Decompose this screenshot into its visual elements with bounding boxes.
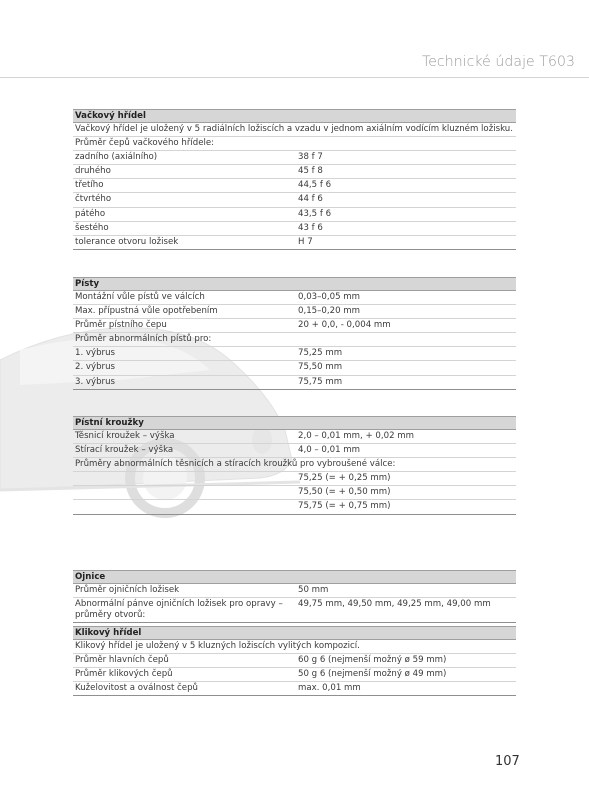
spec-value: 20 + 0,0, - 0,004 mm (298, 320, 391, 331)
spec-label: šestého (75, 222, 109, 233)
spec-row (73, 486, 516, 500)
spec-label: Těsnicí kroužek – výška (75, 431, 175, 441)
spec-value: 50 mm (298, 585, 329, 595)
spec-label: Vačkový hřídel je uložený v 5 radiálních ložiscích a vzadu v jednom axiálním vodícím kluzném ložisku. (75, 124, 513, 134)
section-title: Ojnice (73, 570, 516, 584)
spec-value: 43,5 f 6 (298, 208, 332, 219)
spec-value: 0,03–0,05 mm (298, 292, 361, 302)
section-title: Vačkový hřídel (73, 109, 516, 123)
spec-row (73, 165, 516, 179)
spec-label (73, 500, 298, 513)
spec-label: Průměr ojničních ložisek (75, 585, 180, 595)
spec-section (73, 109, 516, 250)
spec-label: tolerance otvoru ložisek (75, 236, 179, 247)
section-title: Pístní kroužky (73, 416, 516, 430)
spec-row (73, 598, 516, 622)
spec-value: 45 f 8 (298, 166, 323, 177)
spec-value: 44,5 f 6 (298, 180, 332, 191)
spec-label: 3. výbrus (75, 376, 116, 387)
spec-label: třetího (75, 180, 104, 191)
spec-value: 50 g 6 (nejmenší možný ø 49 mm) (298, 669, 447, 680)
spec-row (73, 236, 516, 249)
spec-row (73, 640, 516, 654)
spec-label: Průměr hlavních čepů (75, 655, 169, 666)
spec-label: Max. přípustná vůle opotřebením (75, 306, 218, 317)
spec-label: Průměr abnormálních pístů pro: (75, 334, 212, 345)
page-number: 107 (495, 754, 520, 769)
spec-row (73, 137, 516, 151)
spec-row (73, 444, 516, 458)
spec-label: Klikový hřídel je uložený v 5 kluzných ložiscích vylitých kompozicí. (75, 641, 360, 651)
section-title: Písty (73, 277, 516, 291)
spec-label: pátého (75, 208, 106, 219)
spec-section (73, 277, 516, 390)
running-head: Technické údaje T603 (421, 54, 575, 70)
spec-label: Abnormální pánve ojničních ložisek pro opravy – průměry otvorů: (75, 599, 283, 621)
spec-section (73, 570, 516, 623)
spec-value: 60 g 6 (nejmenší možný ø 59 mm) (298, 655, 447, 666)
spec-label: čtvrtého (75, 194, 112, 205)
spec-row (73, 668, 516, 682)
spec-row (73, 347, 516, 361)
spec-label: zadního (axiálního) (75, 152, 158, 163)
spec-label: 1. výbrus (75, 348, 116, 359)
spec-row (73, 151, 516, 165)
spec-row (73, 179, 516, 193)
spec-value: 44 f 6 (298, 194, 323, 205)
spec-row (73, 193, 516, 207)
spec-label: Průměry abnormálních těsnicích a stíracích kroužků pro vybroušené válce: (75, 459, 396, 470)
spec-row (73, 319, 516, 333)
spec-label: Montážní vůle pístů ve válcích (75, 292, 205, 302)
spec-section (73, 626, 516, 696)
spec-value: 49,75 mm, 49,50 mm, 49,25 mm, 49,00 mm (298, 599, 491, 610)
spec-value: 75,75 (= + 0,75 mm) (298, 501, 391, 512)
header-rule (0, 77, 589, 78)
spec-value: 75,50 (= + 0,50 mm) (298, 487, 391, 498)
spec-row (73, 333, 516, 347)
spec-row (73, 376, 516, 389)
spec-label: Průměr čepů vačkového hřídele: (75, 138, 215, 149)
spec-row (73, 123, 516, 137)
spec-row (73, 222, 516, 236)
spec-value: 75,50 mm (298, 362, 343, 373)
spec-row (73, 208, 516, 222)
spec-value: max. 0,01 mm (298, 683, 361, 694)
spec-row (73, 500, 516, 513)
spec-section (73, 416, 516, 515)
spec-value: 4,0 – 0,01 mm (298, 445, 361, 456)
spec-label: Stírací kroužek – výška (75, 445, 174, 456)
spec-value: 2,0 – 0,01 mm, + 0,02 mm (298, 431, 415, 441)
spec-label: 2. výbrus (75, 362, 116, 373)
spec-label (73, 486, 298, 499)
spec-row (73, 361, 516, 375)
spec-value: 38 f 7 (298, 152, 323, 163)
spec-value: 75,75 mm (298, 376, 343, 387)
spec-row (73, 584, 516, 598)
spec-label: Průměr klikových čepů (75, 669, 173, 680)
spec-row (73, 472, 516, 486)
spec-value: 43 f 6 (298, 222, 323, 233)
spec-row (73, 458, 516, 472)
spec-row (73, 682, 516, 695)
spec-row (73, 305, 516, 319)
spec-value: 75,25 mm (298, 348, 343, 359)
spec-value: H 7 (298, 236, 313, 247)
spec-value: 0,15–0,20 mm (298, 306, 361, 317)
spec-label: Průměr pístního čepu (75, 320, 167, 331)
spec-value: 75,25 (= + 0,25 mm) (298, 473, 391, 484)
spec-label: druhého (75, 166, 111, 177)
spec-label (73, 472, 298, 485)
spec-row (73, 291, 516, 305)
spec-row (73, 654, 516, 668)
spec-label: Kuželovitost a oválnost čepů (75, 683, 198, 694)
spec-row (73, 430, 516, 444)
section-title: Klikový hřídel (73, 626, 516, 640)
